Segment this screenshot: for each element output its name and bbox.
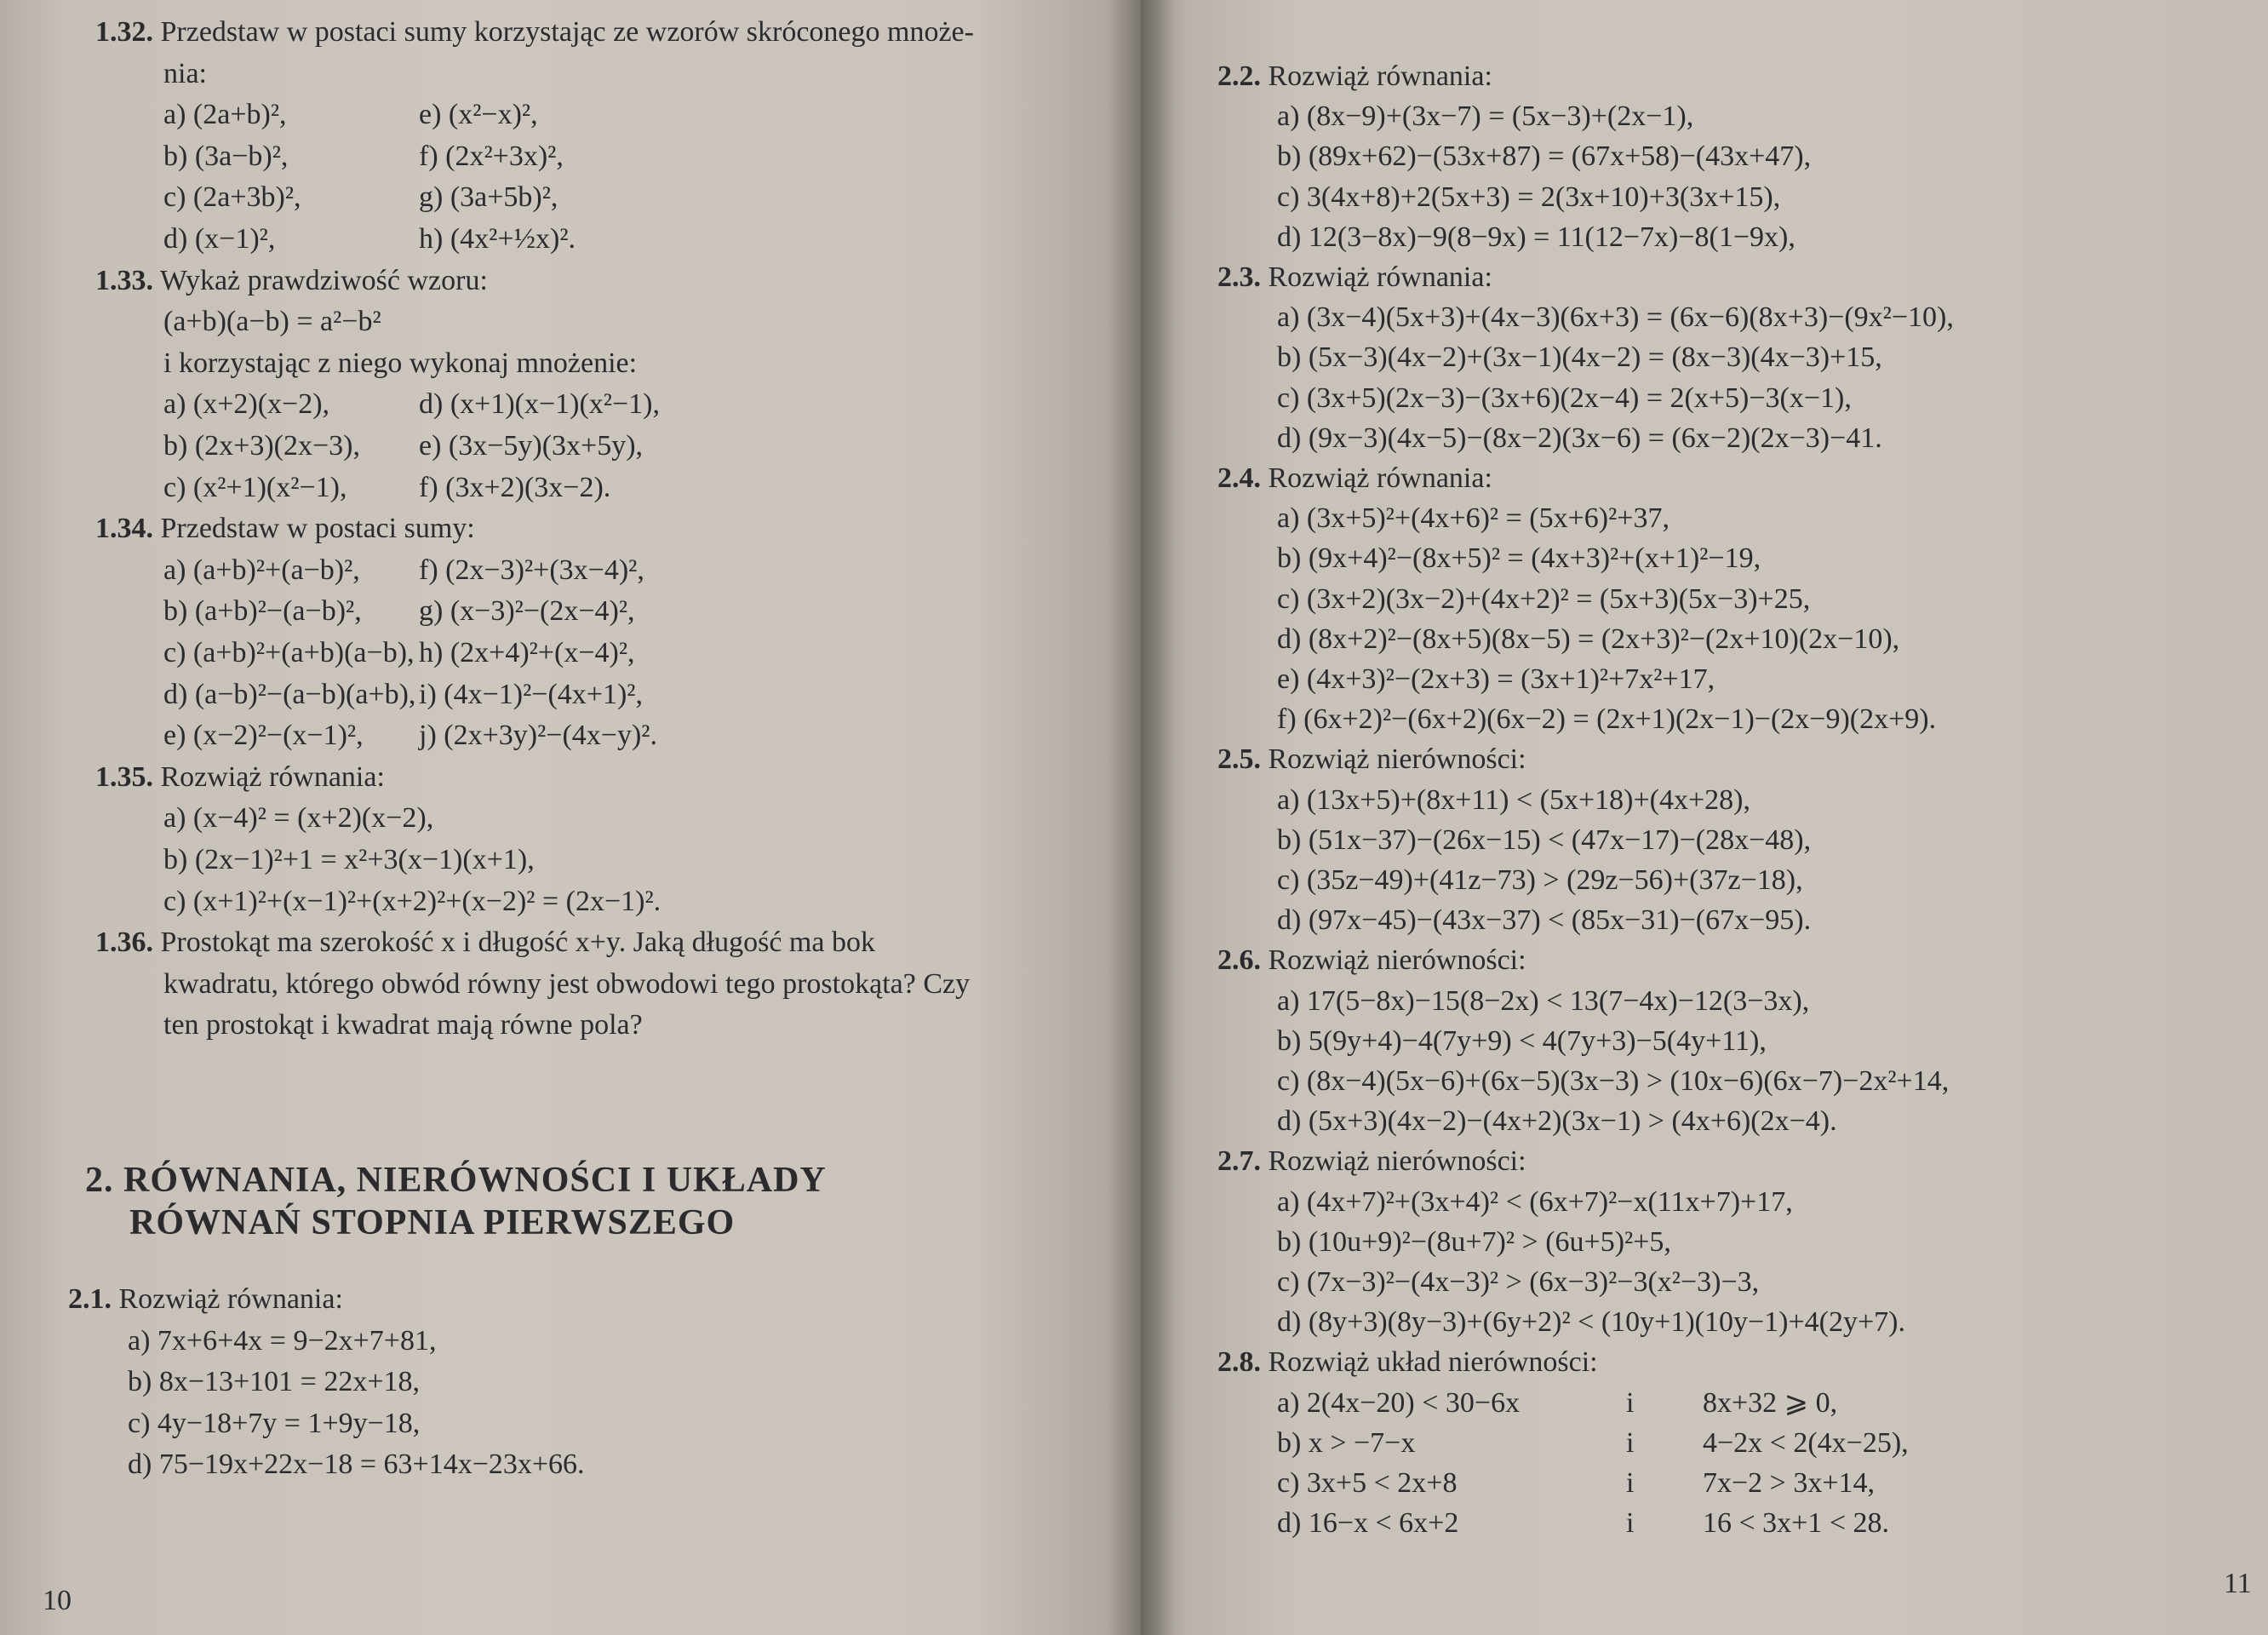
exercise-line: kwadratu, którego obwód równy jest obwodowi tego prostokąta? Czy	[163, 968, 971, 1000]
exercise-number: 2.6.	[1217, 944, 1261, 976]
exercise-item: i	[1626, 1467, 1635, 1499]
exercise-line: a) (3x+5)²+(4x+6)² = (5x+6)²+37,	[1277, 502, 1670, 534]
exercise-line: d) (8x+2)²−(8x+5)(8x−5) = (2x+3)²−(2x+10)(2x−10),	[1277, 623, 1900, 655]
exercise-instruction: Rozwiąż układ nierówności:	[1268, 1346, 1598, 1378]
exercise-instruction: Rozwiąż nierówności:	[1268, 944, 1526, 976]
exercise-line: c) (3x+2)(3x−2)+(4x+2)² = (5x+3)(5x−3)+25,	[1277, 583, 1811, 615]
exercise-line: d) 12(3−8x)−9(8−9x) = 11(12−7x)−8(1−9x),	[1277, 221, 1796, 253]
exercise-line: b) 5(9y+4)−4(7y+9) < 4(7y+3)−5(4y+11),	[1277, 1025, 1767, 1057]
exercise-line: b) (89x+62)−(53x+87) = (67x+58)−(43x+47),	[1277, 141, 1812, 172]
exercise-instruction: Przedstaw w postaci sumy korzystając ze wzorów skróconego mnoże-	[160, 16, 974, 48]
exercise-heading	[95, 760, 385, 795]
exercise-number: 2.7.	[1217, 1145, 1261, 1177]
exercise-line: d) (5x+3)(4x−2)−(4x+2)(3x−1) > (4x+6)(2x−4).	[1277, 1105, 1837, 1137]
exercise-item: i	[1626, 1387, 1635, 1419]
chapter-heading-line-1: 2. RÓWNANIA, NIERÓWNOŚCI I UKŁADY	[85, 1161, 827, 1200]
exercise-item: d) (a−b)²−(a−b)(a+b),	[163, 679, 416, 710]
exercise-heading	[1217, 1144, 1526, 1179]
exercise-item: i	[1626, 1427, 1635, 1459]
exercise-heading	[1217, 462, 1492, 496]
exercise-heading	[95, 15, 974, 49]
exercise-line: c) (3x+5)(2x−3)−(3x+6)(2x−4) = 2(x+5)−3(x−1),	[1277, 382, 1852, 414]
exercise-line: i korzystając z niego wykonaj mnożenie:	[163, 347, 638, 379]
exercise-item: a) (x+2)(x−2),	[163, 388, 330, 420]
page-number-left: 10	[43, 1585, 72, 1616]
exercise-item: a) (a+b)²+(a−b)²,	[163, 554, 360, 586]
exercise-instruction: Przedstaw w postaci sumy:	[160, 513, 475, 544]
chapter-heading-line-2: RÓWNAŃ STOPNIA PIERWSZEGO	[129, 1203, 736, 1242]
exercise-item: e) (x²−x)²,	[419, 99, 538, 130]
exercise-item: f) (3x+2)(3x−2).	[419, 472, 611, 503]
exercise-heading	[1217, 60, 1492, 94]
exercise-line: e) (4x+3)²−(2x+3) = (3x+1)²+7x²+17,	[1277, 663, 1715, 695]
exercise-line: b) 8x−13+101 = 22x+18,	[128, 1366, 421, 1397]
exercise-item: 7x−2 > 3x+14,	[1703, 1467, 1876, 1499]
exercise-number: 1.32.	[95, 16, 153, 48]
exercise-line: nia:	[163, 58, 207, 89]
exercise-line: a) 17(5−8x)−15(8−2x) < 13(7−4x)−12(3−3x),	[1277, 985, 1810, 1017]
exercise-item: b) x > −7−x	[1277, 1427, 1416, 1459]
exercise-heading	[95, 926, 875, 960]
exercise-item: c) (x²+1)(x²−1),	[163, 472, 347, 503]
exercise-item: b) (2x+3)(2x−3),	[163, 430, 360, 462]
exercise-item: g) (3a+5b)²,	[419, 181, 558, 213]
exercise-instruction: Rozwiąż równania:	[1268, 60, 1492, 92]
exercise-item: f) (2x²+3x)²,	[419, 141, 564, 172]
exercise-line: c) (x+1)²+(x−1)²+(x+2)²+(x−2)² = (2x−1)².	[163, 886, 662, 917]
exercise-item: 8x+32 ⩾ 0,	[1703, 1387, 1838, 1419]
exercise-item: h) (2x+4)²+(x−4)²,	[419, 637, 635, 668]
page-number-right: 11	[2224, 1568, 2252, 1599]
exercise-line: (a+b)(a−b) = a²−b²	[163, 306, 381, 337]
exercise-line: c) (8x−4)(5x−6)+(6x−5)(3x−3) > (10x−6)(6x−7)−2x²+14,	[1277, 1065, 1950, 1097]
exercise-heading	[1217, 1345, 1598, 1380]
exercise-item: g) (x−3)²−(2x−4)²,	[419, 595, 635, 627]
exercise-line: d) (97x−45)−(43x−37) < (85x−31)−(67x−95).	[1277, 904, 1812, 936]
exercise-item: e) (x−2)²−(x−1)²,	[163, 720, 364, 751]
exercise-item: 16 < 3x+1 < 28.	[1703, 1507, 1890, 1539]
exercise-line: c) 3(4x+8)+2(5x+3) = 2(3x+10)+3(3x+15),	[1277, 181, 1781, 213]
exercise-line: c) (7x−3)²−(4x−3)² > (6x−3)²−3(x²−3)−3,	[1277, 1266, 1760, 1298]
exercise-item: a) (2a+b)²,	[163, 99, 287, 130]
exercise-line: b) (5x−3)(4x−2)+(3x−1)(4x−2) = (8x−3)(4x−3)+15,	[1277, 341, 1882, 373]
exercise-number: 2.3.	[1217, 261, 1261, 293]
exercise-instruction: Rozwiąż równania:	[1268, 261, 1492, 293]
exercise-instruction: Rozwiąż równania:	[160, 761, 385, 793]
exercise-item: a) 2(4x−20) < 30−6x	[1277, 1387, 1521, 1419]
exercise-item: h) (4x²+½x)².	[419, 223, 576, 255]
book-gutter	[1107, 0, 1175, 1635]
exercise-line: f) (6x+2)²−(6x+2)(6x−2) = (2x+1)(2x−1)−(2x−9)(2x+9).	[1277, 703, 1937, 735]
exercise-instruction: Rozwiąż równania:	[118, 1283, 343, 1315]
exercise-instruction: Prostokąt ma szerokość x i długość x+y. Jaką długość ma bok	[160, 926, 875, 958]
exercise-line: a) (13x+5)+(8x+11) < (5x+18)+(4x+28),	[1277, 784, 1750, 816]
exercise-item: f) (2x−3)²+(3x−4)²,	[419, 554, 644, 586]
exercise-line: a) (4x+7)²+(3x+4)² < (6x+7)²−x(11x+7)+17,	[1277, 1186, 1793, 1218]
exercise-line: c) 4y−18+7y = 1+9y−18,	[128, 1408, 421, 1439]
exercise-instruction: Rozwiąż równania:	[1268, 462, 1492, 494]
exercise-line: b) (9x+4)²−(8x+5)² = (4x+3)²+(x+1)²−19,	[1277, 542, 1761, 574]
exercise-heading	[1217, 944, 1526, 978]
exercise-item: j) (2x+3y)²−(4x−y)².	[419, 720, 657, 751]
exercise-line: b) (10u+9)²−(8u+7)² > (6u+5)²+5,	[1277, 1226, 1671, 1258]
exercise-line: a) (3x−4)(5x+3)+(4x−3)(6x+3) = (6x−6)(8x+3)−(9x²−10),	[1277, 301, 1954, 333]
exercise-instruction: Rozwiąż nierówności:	[1268, 743, 1526, 775]
exercise-number: 1.34.	[95, 513, 153, 544]
exercise-heading	[95, 264, 488, 298]
exercise-number: 1.36.	[95, 926, 153, 958]
exercise-item: c) (2a+3b)²,	[163, 181, 301, 213]
exercise-line: a) (8x−9)+(3x−7) = (5x−3)+(2x−1),	[1277, 100, 1694, 132]
exercise-item: b) (3a−b)²,	[163, 141, 289, 172]
exercise-line: d) (8y+3)(8y−3)+(6y+2)² < (10y+1)(10y−1)+4(2y+7).	[1277, 1306, 1905, 1338]
exercise-item: d) 16−x < 6x+2	[1277, 1507, 1459, 1539]
exercise-instruction: Wykaż prawdziwość wzoru:	[159, 265, 488, 296]
exercise-item: i	[1626, 1507, 1635, 1539]
exercise-item: i) (4x−1)²−(4x+1)²,	[419, 679, 643, 710]
exercise-line: b) (51x−37)−(26x−15) < (47x−17)−(28x−48),	[1277, 824, 1812, 856]
exercise-line: a) (x−4)² = (x+2)(x−2),	[163, 802, 434, 834]
exercise-heading	[68, 1282, 343, 1317]
exercise-heading	[1217, 261, 1492, 295]
exercise-item: c) 3x+5 < 2x+8	[1277, 1467, 1458, 1499]
exercise-instruction: Rozwiąż nierówności:	[1268, 1145, 1526, 1177]
exercise-number: 2.8.	[1217, 1346, 1261, 1378]
exercise-item: 4−2x < 2(4x−25),	[1703, 1427, 1909, 1459]
exercise-heading	[95, 512, 475, 546]
exercise-item: d) (x+1)(x−1)(x²−1),	[419, 388, 660, 420]
exercise-line: c) (35z−49)+(41z−73) > (29z−56)+(37z−18),	[1277, 864, 1803, 896]
exercise-number: 1.35.	[95, 761, 153, 793]
exercise-number: 2.4.	[1217, 462, 1261, 494]
exercise-number: 2.2.	[1217, 60, 1261, 92]
exercise-heading	[1217, 743, 1526, 777]
exercise-line: ten prostokąt i kwadrat mają równe pola?	[163, 1009, 643, 1041]
exercise-number: 1.33.	[95, 265, 153, 296]
exercise-item: c) (a+b)²+(a+b)(a−b),	[163, 637, 415, 668]
exercise-line: d) 75−19x+22x−18 = 63+14x−23x+66.	[128, 1449, 585, 1480]
exercise-number: 2.5.	[1217, 743, 1261, 775]
exercise-line: d) (9x−3)(4x−5)−(8x−2)(3x−6) = (6x−2)(2x−3)−41.	[1277, 422, 1882, 454]
exercise-line: b) (2x−1)²+1 = x²+3(x−1)(x+1),	[163, 844, 535, 875]
exercise-line: a) 7x+6+4x = 9−2x+7+81,	[128, 1325, 437, 1357]
exercise-item: b) (a+b)²−(a−b)²,	[163, 595, 362, 627]
exercise-number: 2.1.	[68, 1283, 112, 1315]
exercise-item: e) (3x−5y)(3x+5y),	[419, 430, 644, 462]
exercise-item: d) (x−1)²,	[163, 223, 276, 255]
